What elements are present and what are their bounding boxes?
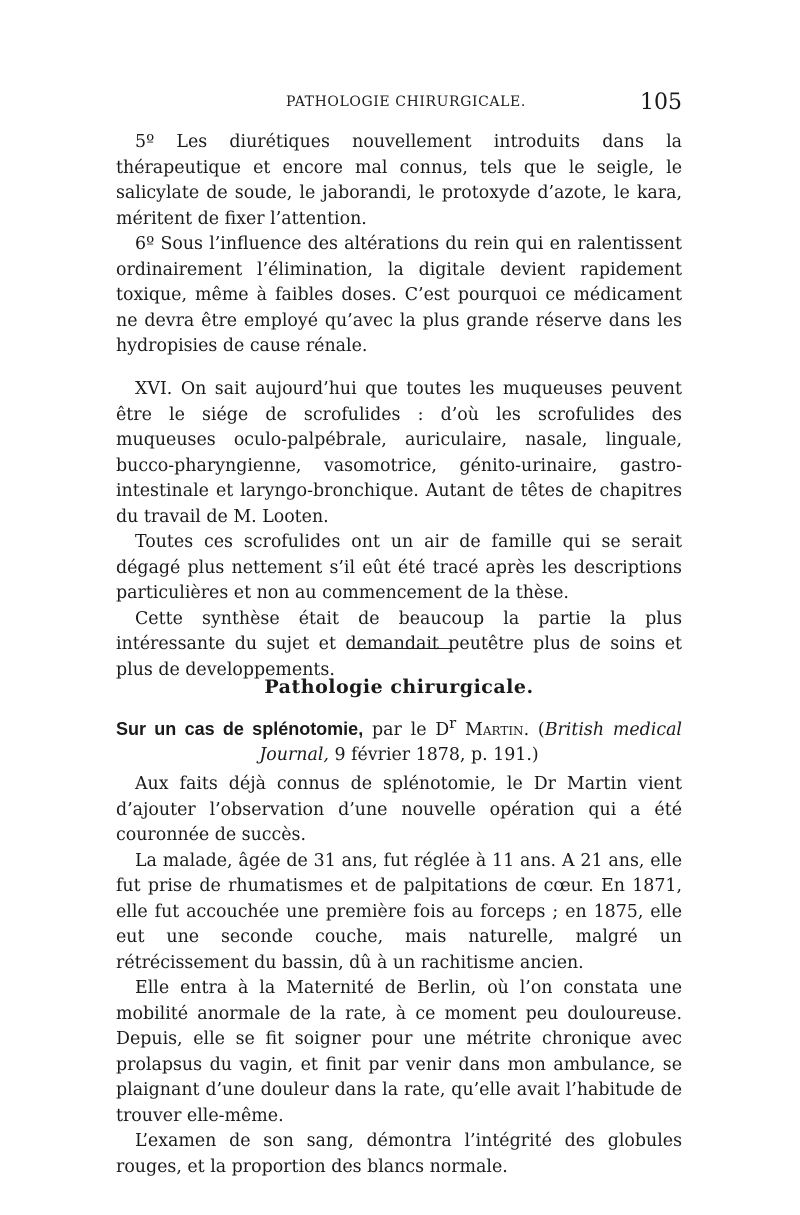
running-title: PATHOLOGIE CHIRURGICALE. (286, 94, 526, 110)
running-head (116, 90, 682, 118)
page-number: 105 (640, 90, 682, 115)
article-journal: British medical Journal, (259, 719, 682, 766)
article-by: par le D (363, 719, 450, 740)
paragraph-block-diuretics (116, 130, 682, 360)
article-heading-line-1 (116, 712, 682, 769)
article-citation: 9 février 1878, p. 191.) (328, 745, 539, 766)
paragraph-examen: L’examen de son sang, démontra l’intégrité des globules rouges, et la proportion des blancs normale. (116, 1131, 682, 1177)
paragraph-famille: Toutes ces scrofulides ont un air de famille qui se serait dégagé plus nettement s’il eût été tracé après les descriptions particulières et non au commencement de la thèse. (116, 532, 682, 603)
article-heading (116, 712, 682, 769)
section-divider (352, 648, 452, 649)
paragraph-block-splenotomie (116, 772, 682, 1180)
paragraph-maternite: Elle entra à la Maternité de Berlin, où l’on constata une mobilité anormale de la rate, à ce moment peu douloureuse. Depuis, elle se fit soigner pour une métrite chronique avec prolapsus du vagin, et finit par venir dans mon ambulance, se plaignant d’une douleur dans la rate, qu’elle avait l’habitude de trouver elle-même. (116, 978, 682, 1126)
paragraph-faits: Aux faits déjà connus de splénotomie, le Dr Martin vient d’ajouter l’observation d’une nouvelle opération qui a été couronnée de succès. (116, 774, 682, 845)
paragraph-malade: La malade, âgée de 31 ans, fut réglée à 11 ans. A 21 ans, elle fut prise de rhumatismes et de palpitations de cœur. En 1871, elle fut accouchée une première fois au forceps ; en 1875, elle eut une seconde couche, mais naturelle, malgré un rétrécissement du bassin, dû à un rachitisme ancien. (116, 850, 682, 973)
section-heading: Pathologie chirurgicale. (264, 676, 534, 698)
article-after-author: . ( (523, 719, 545, 740)
paragraph-block-scrofulides (116, 377, 682, 683)
article-by-superscript: r (449, 716, 457, 732)
paragraph-xvi: XVI. On sait aujourd’hui que toutes les muqueuses peuvent être le siége de scrofulides : d’où les scrofulides des muqueuses oculo-palpébrale, auriculaire, nasale, linguale, bucco-pharyngienne, vasomotrice, génito-urinaire, gastro-intestinale et laryngo-bronchique. Autant de têtes de chapitres du travail de M. Looten. (116, 379, 682, 527)
paragraph-6: 6º Sous l’influence des altérations du rein qui en ralentissent ordinairement l’élimination, la digitale devient rapidement toxique, même à faibles doses. C’est pourquoi ce médicament ne devra être employé qu’avec la plus grande réserve dans les hydropisies de cause rénale. (116, 234, 682, 356)
paragraph-synthese: Cette synthèse était de beaucoup la partie la plus intéressante du sujet et demandait peutêtre plus de soins et plus de developpements. (116, 608, 682, 680)
paragraph-5: 5º Les diurétiques nouvellement introduits dans la thérapeutique et encore mal connus, tels que le seigle, le salicylate de soude, le jaborandi, le protoxyde d’azote, le kara, méritent de fixer l’attention. (116, 132, 682, 229)
article-author: Martin (456, 719, 524, 740)
article-title: Sur un cas de splénotomie, (116, 718, 364, 739)
